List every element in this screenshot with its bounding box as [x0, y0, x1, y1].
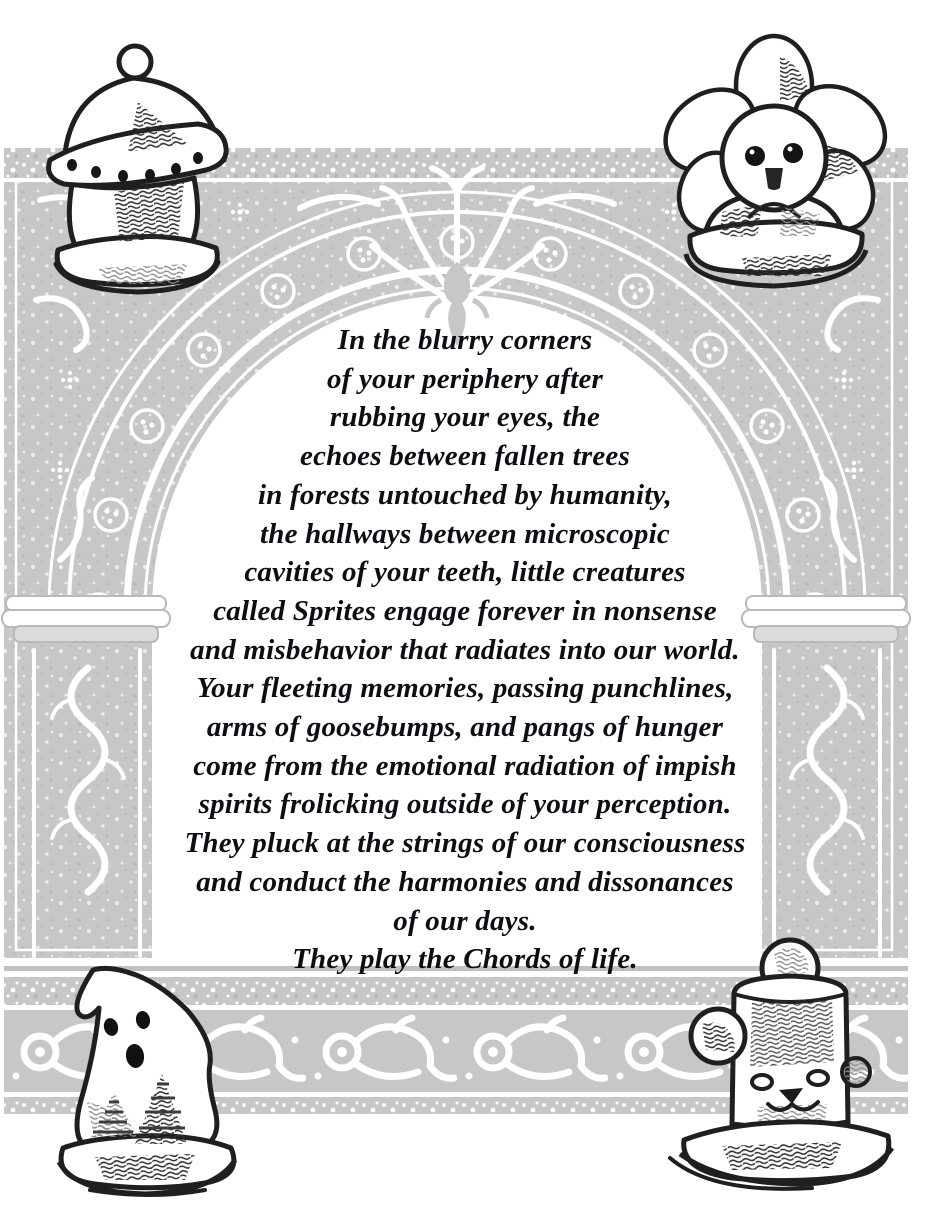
bell-sprite-illustration — [28, 32, 273, 297]
poem-line: In the blurry corners — [337, 324, 593, 356]
poem-line: of your periphery after — [326, 362, 604, 395]
poem-line: and conduct the harmonies and dissonances — [196, 865, 734, 898]
flower-sprite-illustration — [652, 22, 902, 297]
poem-line: They play the Chords of life. — [292, 943, 638, 976]
ghost-sprite-illustration — [35, 952, 300, 1202]
poem-text — [75, 321, 855, 979]
poem-line: arms of goosebumps, and pangs of hunger — [206, 711, 724, 744]
poem-line: and misbehavior that radiates into our world. — [190, 633, 740, 666]
poem-line: called Sprites engage forever in nonsense — [213, 594, 717, 627]
poem-line: rubbing your eyes, the — [329, 401, 601, 434]
poem-line: Your fleeting memories, passing punchlines, — [196, 672, 734, 705]
poem-line: in forests untouched by humanity, — [257, 478, 673, 511]
poem-line: of our days. — [393, 904, 537, 937]
poem-line: spirits frolicking outside of your perception. — [198, 788, 732, 821]
poem-line: come from the emotional radiation of impish — [193, 749, 737, 782]
poem-line: the hallways between microscopic — [260, 517, 670, 550]
poem-line: They pluck at the strings of our consciousness — [184, 827, 746, 860]
poem-line: echoes between fallen trees — [300, 440, 630, 473]
poem-line: cavities of your teeth, little creatures — [244, 556, 686, 589]
